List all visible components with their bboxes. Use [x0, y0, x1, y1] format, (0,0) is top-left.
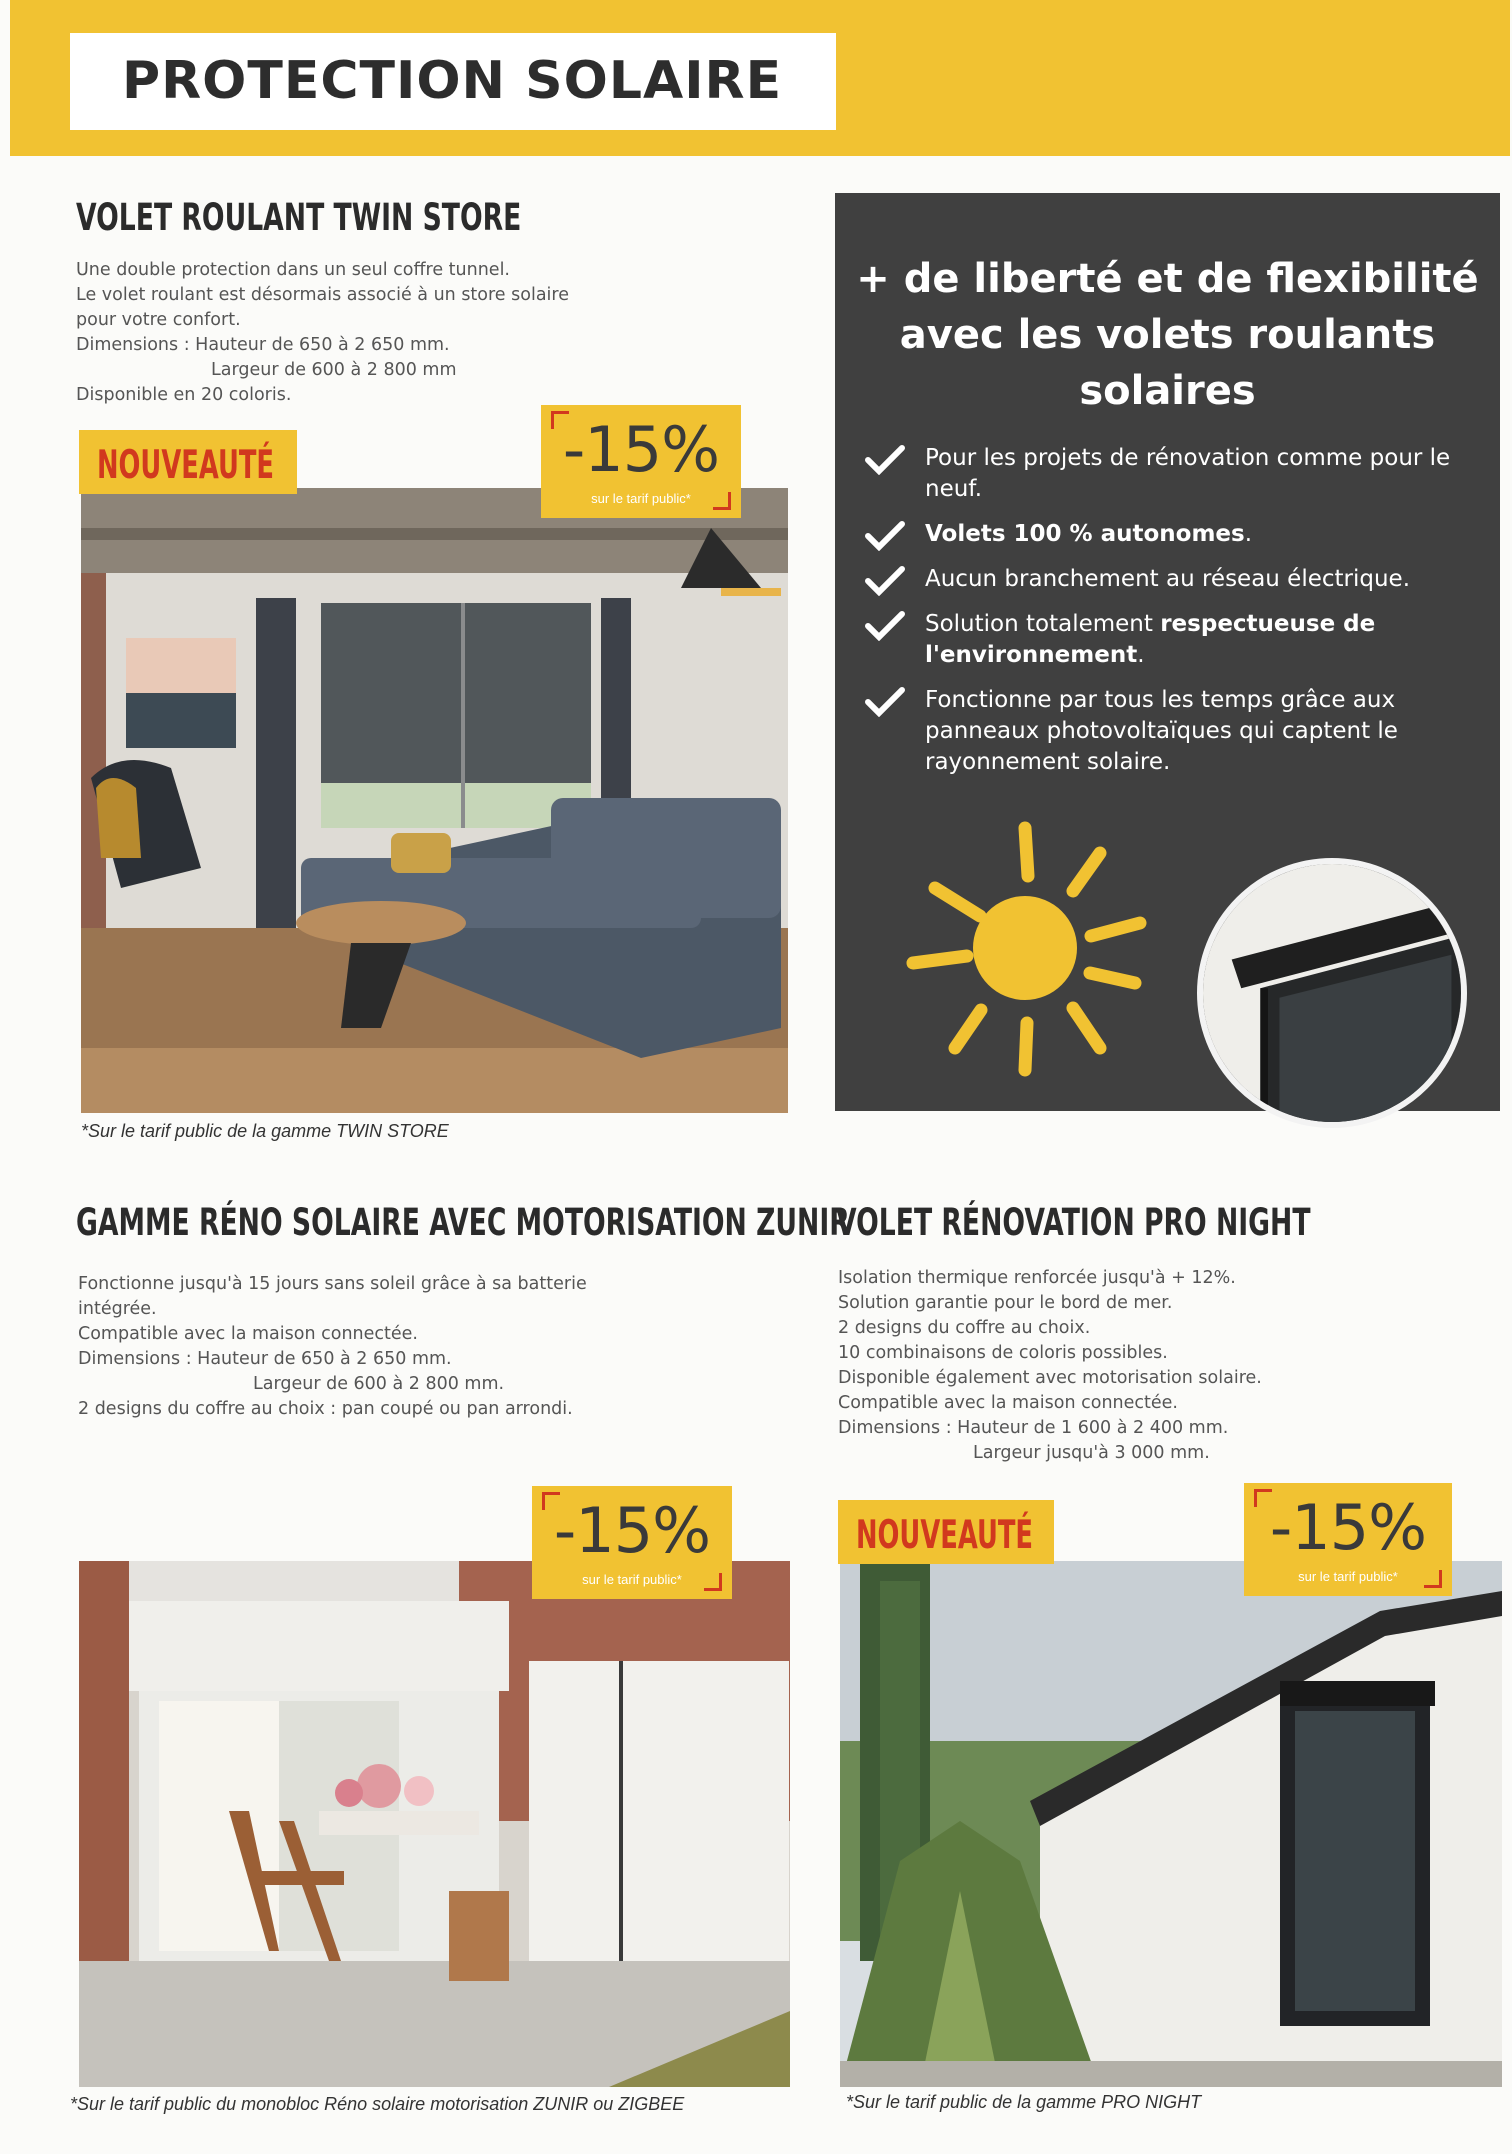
living-room-photo — [81, 488, 788, 1113]
new-badge — [838, 1500, 1054, 1564]
twin-store-caption: *Sur le tarif public de la gamme TWIN STORE — [81, 1121, 449, 1141]
desc-line: 2 designs du coffre au choix. — [838, 1318, 1091, 1338]
sun-icon — [885, 808, 1165, 1088]
benefit-text: Fonctionne par tous les temps grâce aux panneaux photovoltaïques qui captent le rayonnement solaire. — [925, 687, 1398, 775]
promo-badge — [541, 405, 741, 518]
promo-percent: -15% — [553, 1494, 711, 1567]
reno-solaire-description — [78, 1272, 587, 1422]
benefit-item — [865, 564, 1485, 595]
check-icon — [865, 521, 905, 551]
terrace-photo — [79, 1561, 790, 2087]
check-icon — [865, 611, 905, 641]
new-badge-label: NOUVEAUTÉ — [97, 443, 275, 488]
benefit-text: Aucun branchement au réseau électrique. — [925, 566, 1411, 592]
solar-benefits-panel — [835, 193, 1500, 1111]
benefit-text: Solution totalement — [925, 611, 1161, 637]
shutter-closeup-photo — [1197, 858, 1467, 1128]
desc-line: Disponible en 20 coloris. — [76, 385, 292, 405]
benefit-item — [865, 443, 1485, 505]
benefit-item — [865, 609, 1485, 671]
promo-percent: -15% — [1269, 1491, 1427, 1564]
check-icon — [865, 445, 905, 475]
check-icon — [865, 566, 905, 596]
desc-line: pour votre confort. — [76, 310, 241, 330]
desc-line: Largeur de 600 à 2 800 mm. — [253, 1374, 505, 1394]
desc-line: Solution garantie pour le bord de mer. — [838, 1293, 1173, 1313]
pro-night-title: VOLET RÉNOVATION PRO NIGHT — [836, 1201, 1311, 1244]
desc-line: Dimensions : Hauteur de 1 600 à 2 400 mm. — [838, 1418, 1229, 1438]
promo-subtext: sur le tarif public* — [591, 491, 691, 506]
pro-night-caption: *Sur le tarif public de la gamme PRO NIGHT — [846, 2092, 1202, 2112]
twin-store-title: VOLET ROULANT TWIN STORE — [76, 196, 522, 239]
twin-store-description — [76, 258, 569, 408]
desc-line: Le volet roulant est désormais associé à un store solaire — [76, 285, 569, 305]
new-badge — [79, 430, 297, 494]
desc-line: Dimensions : Hauteur de 650 à 2 650 mm. — [78, 1349, 452, 1369]
desc-line: Disponible également avec motorisation solaire. — [838, 1368, 1262, 1388]
promo-badge — [1244, 1483, 1452, 1596]
benefit-item — [865, 519, 1485, 550]
desc-line: Dimensions : Hauteur de 650 à 2 650 mm. — [76, 335, 450, 355]
promo-badge — [532, 1486, 732, 1599]
desc-line: Une double protection dans un seul coffre tunnel. — [76, 260, 510, 280]
desc-line: Largeur de 600 à 2 800 mm — [211, 360, 457, 380]
check-icon — [865, 687, 905, 717]
benefit-item — [865, 685, 1485, 778]
header-band — [10, 0, 1510, 156]
desc-line: 10 combinaisons de coloris possibles. — [838, 1343, 1168, 1363]
benefit-text: Pour les projets de rénovation comme pour le neuf. — [925, 445, 1451, 502]
benefit-bold: Volets 100 % autonomes — [925, 521, 1245, 547]
desc-line: Largeur jusqu'à 3 000 mm. — [973, 1443, 1210, 1463]
header-box — [70, 33, 836, 130]
promo-percent: -15% — [562, 413, 720, 486]
desc-line: Isolation thermique renforcée jusqu'à + 12%. — [838, 1268, 1236, 1288]
desc-line: intégrée. — [78, 1299, 157, 1319]
pro-night-description — [838, 1266, 1262, 1466]
desc-line: Compatible avec la maison connectée. — [838, 1393, 1178, 1413]
desc-line: 2 designs du coffre au choix : pan coupé ou pan arrondi. — [78, 1399, 573, 1419]
new-badge-label: NOUVEAUTÉ — [856, 1513, 1034, 1558]
page-title: PROTECTION SOLAIRE — [122, 51, 783, 111]
promo-subtext: sur le tarif public* — [582, 1572, 682, 1587]
house-exterior-photo — [840, 1561, 1502, 2087]
heading-line: solaires — [1079, 368, 1256, 414]
desc-line: Compatible avec la maison connectée. — [78, 1324, 418, 1344]
heading-line: + de liberté et de flexibilité — [856, 256, 1479, 302]
benefit-text: . — [1137, 642, 1145, 668]
heading-line: avec les volets roulants — [899, 312, 1436, 358]
promo-subtext: sur le tarif public* — [1298, 1569, 1398, 1584]
reno-solaire-title: GAMME RÉNO SOLAIRE AVEC MOTORISATION ZUNIR — [76, 1201, 850, 1244]
desc-line: Fonctionne jusqu'à 15 jours sans soleil grâce à sa batterie — [78, 1274, 587, 1294]
panel-heading — [835, 251, 1500, 419]
benefits-list — [865, 443, 1485, 792]
reno-solaire-caption: *Sur le tarif public du monobloc Réno solaire motorisation ZUNIR ou ZIGBEE — [70, 2094, 685, 2114]
benefit-bold: respectueuse de l'environnement — [925, 611, 1376, 668]
benefit-text: . — [1244, 521, 1253, 547]
